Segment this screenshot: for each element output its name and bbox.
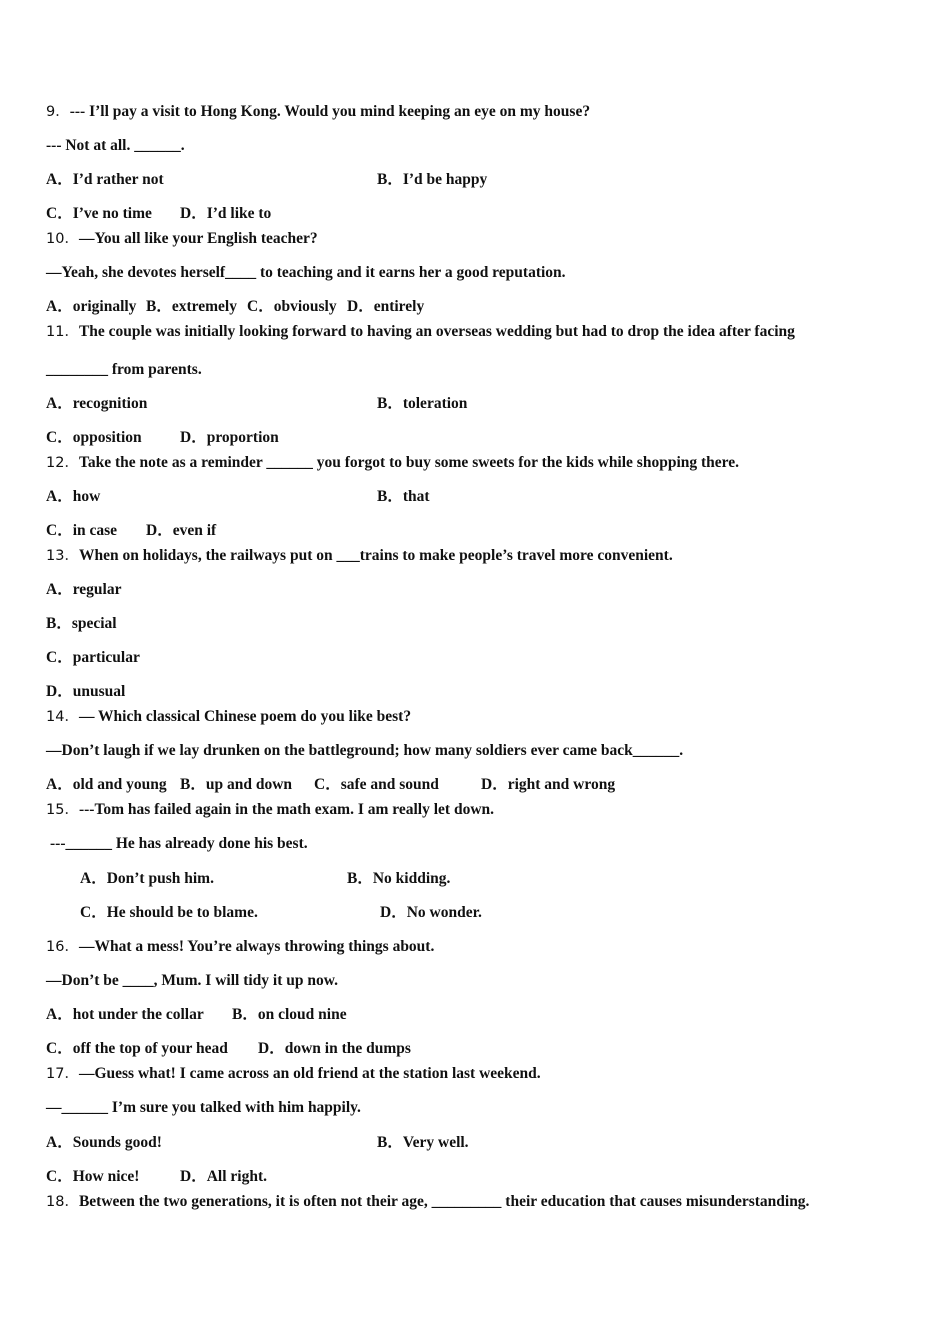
question-10-line-2: —Yeah, she devotes herself____ to teaching and it earns her a good reputation. bbox=[46, 264, 566, 281]
option-c: C．in case bbox=[46, 522, 118, 539]
option-a: A．originally bbox=[46, 298, 137, 315]
question-text: —What a mess! You’re always throwing things about. bbox=[78, 938, 435, 955]
option-b: B．Very well. bbox=[377, 1134, 469, 1151]
option-c: C．particular bbox=[46, 649, 140, 666]
option-a: A．Sounds good! bbox=[46, 1134, 162, 1151]
option-b: B．I’d be happy bbox=[377, 171, 488, 188]
option-c: C．off the top of your head bbox=[46, 1040, 228, 1057]
option-c: C．obviously bbox=[247, 298, 337, 315]
question-17-line-2: —______ I’m sure you talked with him happily. bbox=[46, 1099, 361, 1116]
question-10-stem bbox=[46, 230, 318, 248]
question-text: Take the note as a reminder ______ you forgot to buy some sweets for the kids while shopping there. bbox=[78, 454, 740, 471]
option-c: C．opposition bbox=[46, 429, 142, 446]
option-b: B．toleration bbox=[377, 395, 468, 412]
option-a: A．I’d rather not bbox=[46, 171, 164, 188]
option-d: D．All right. bbox=[180, 1168, 267, 1185]
question-text: —Guess what! I came across an old friend at the station last weekend. bbox=[78, 1065, 541, 1082]
option-c: C．safe and sound bbox=[314, 776, 439, 793]
question-number: 13． bbox=[46, 548, 79, 564]
question-number: 14． bbox=[46, 709, 79, 725]
option-d: D．down in the dumps bbox=[258, 1040, 411, 1057]
option-d: D．No wonder. bbox=[380, 904, 482, 921]
question-14-stem bbox=[46, 708, 411, 726]
option-b: B．that bbox=[377, 488, 430, 505]
option-b: B．up and down bbox=[180, 776, 293, 793]
question-18-stem bbox=[46, 1193, 809, 1211]
question-16-stem bbox=[46, 938, 434, 956]
question-12-stem bbox=[46, 454, 739, 472]
question-number: 12． bbox=[46, 455, 79, 471]
option-b: B．No kidding. bbox=[347, 870, 451, 887]
option-d: D．I’d like to bbox=[180, 205, 272, 222]
question-16-line-2: —Don’t be ____, Mum. I will tidy it up now. bbox=[46, 972, 338, 989]
question-11-line-2: ________ from parents. bbox=[46, 361, 202, 378]
option-c: C．I’ve no time bbox=[46, 205, 152, 222]
option-a: A．regular bbox=[46, 581, 122, 598]
question-15-stem bbox=[46, 801, 494, 819]
question-number: 18． bbox=[46, 1194, 79, 1210]
question-text: --- I’ll pay a visit to Hong Kong. Would you mind keeping an eye on my house? bbox=[69, 103, 591, 120]
option-d: D．proportion bbox=[180, 429, 279, 446]
option-d: D．entirely bbox=[347, 298, 425, 315]
question-11-stem bbox=[46, 323, 795, 341]
question-9-line-2: --- Not at all. ______. bbox=[46, 137, 185, 154]
question-text: Between the two generations, it is often not their age, _________ their education that causes misunderstanding. bbox=[78, 1193, 810, 1210]
option-b: B．on cloud nine bbox=[232, 1006, 347, 1023]
option-d: D．unusual bbox=[46, 683, 126, 700]
question-text: —You all like your English teacher? bbox=[78, 230, 318, 247]
option-b: B．extremely bbox=[146, 298, 237, 315]
option-b: B．special bbox=[46, 615, 117, 632]
question-text: ---Tom has failed again in the math exam. I am really let down. bbox=[78, 801, 495, 818]
question-number: 10． bbox=[46, 231, 79, 247]
question-9-stem bbox=[46, 103, 590, 121]
option-a: A．recognition bbox=[46, 395, 148, 412]
option-c: C．He should be to blame. bbox=[80, 904, 258, 921]
question-number: 16． bbox=[46, 939, 79, 955]
question-number: 9． bbox=[46, 104, 70, 120]
question-15-line-2: ---______ He has already done his best. bbox=[50, 835, 308, 852]
option-a: A．Don’t push him. bbox=[80, 870, 214, 887]
question-text: — Which classical Chinese poem do you like best? bbox=[78, 708, 412, 725]
option-a: A．old and young bbox=[46, 776, 167, 793]
question-14-line-2: —Don’t laugh if we lay drunken on the battleground; how many soldiers ever came back______. bbox=[46, 742, 684, 759]
question-text: The couple was initially looking forward to having an overseas wedding but had to drop the idea after facing bbox=[78, 323, 795, 340]
question-17-stem bbox=[46, 1065, 541, 1083]
option-a: A．how bbox=[46, 488, 101, 505]
question-number: 17． bbox=[46, 1066, 79, 1082]
option-d: D．even if bbox=[146, 522, 217, 539]
option-c: C．How nice! bbox=[46, 1168, 140, 1185]
option-d: D．right and wrong bbox=[481, 776, 616, 793]
question-text: When on holidays, the railways put on ___trains to make people’s travel more convenient. bbox=[78, 547, 673, 564]
option-a: A．hot under the collar bbox=[46, 1006, 204, 1023]
question-13-stem bbox=[46, 547, 673, 565]
question-number: 11． bbox=[46, 324, 79, 340]
question-number: 15． bbox=[46, 802, 79, 818]
